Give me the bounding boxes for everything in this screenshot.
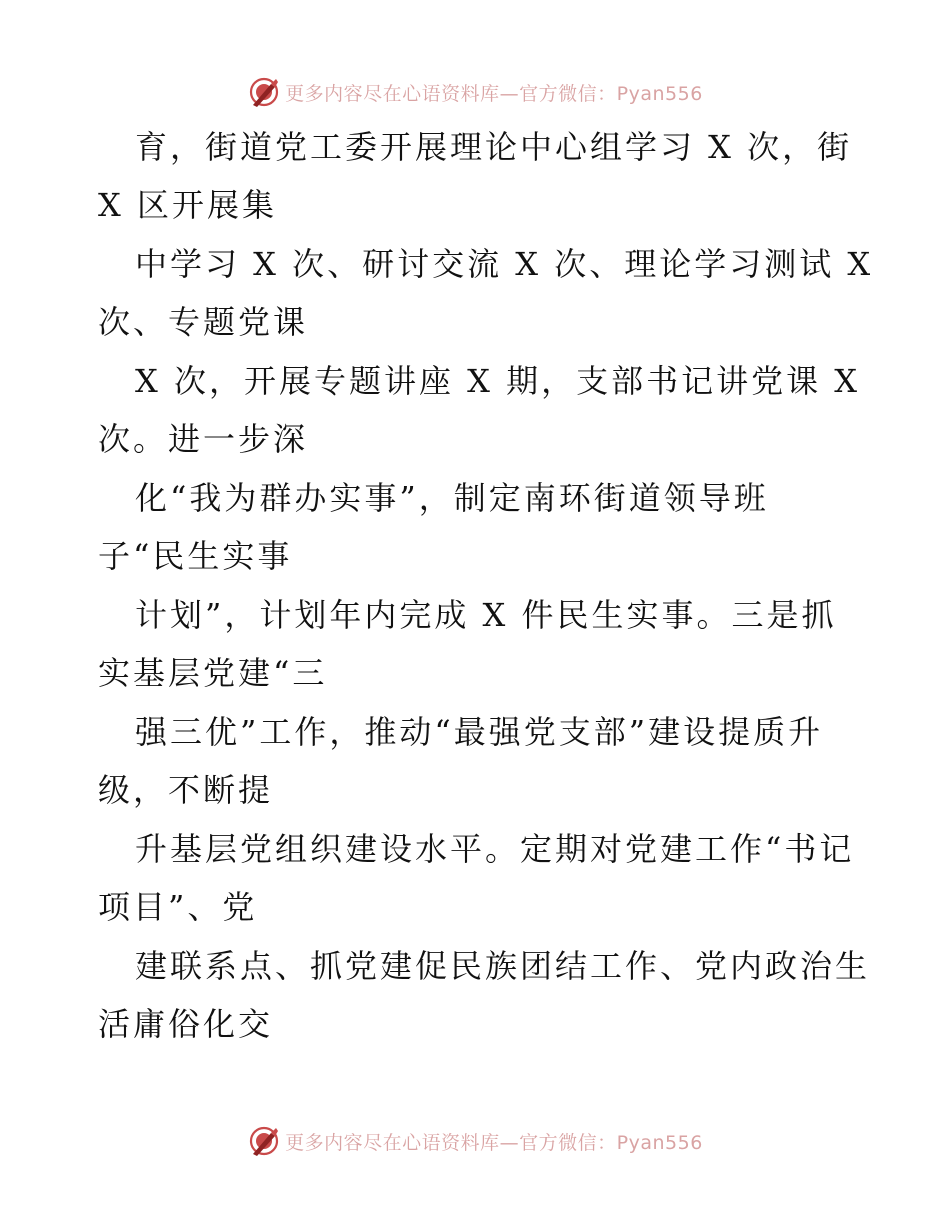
text-line: 育，街道党工委开展理论中心组学习 X 次，街	[135, 128, 853, 166]
pen-logo-icon	[247, 75, 281, 109]
text-line: 建联系点、抓党建促民族团结工作、党内政治生	[135, 947, 871, 985]
text-line: 级，不断提	[98, 771, 274, 809]
text-line: 次。进一步深	[98, 420, 309, 458]
text-line: 子“民生实事	[98, 537, 293, 575]
text-line: 项目”、党	[98, 888, 258, 926]
text-line: 活庸俗化交	[98, 1005, 274, 1043]
watermark-text: 更多内容尽在心语资料库—官方微信：Pyan556	[285, 1131, 703, 1154]
text-line: 计划”，计划年内完成 X 件民生实事。三是抓	[135, 596, 837, 634]
header-watermark	[0, 72, 950, 112]
text-line: 中学习 X 次、研讨交流 X 次、理论学习测试 X	[135, 245, 874, 283]
text-line: 强三优”工作，推动“最强党支部”建设提质升	[135, 713, 824, 751]
pen-logo-icon	[247, 1124, 281, 1158]
text-line: X 区开展集	[98, 186, 277, 224]
text-line: 升基层党组织建设水平。定期对党建工作“书记	[135, 830, 855, 868]
watermark-text: 更多内容尽在心语资料库—官方微信：Pyan556	[285, 82, 703, 105]
text-line: 次、专题党课	[98, 303, 309, 341]
text-line: X 次，开展专题讲座 X 期，支部书记讲党课 X	[135, 362, 861, 400]
text-line: 实基层党建“三	[98, 654, 328, 692]
text-line: 化“我为群办实事”，制定南环街道领导班	[135, 479, 769, 517]
footer-watermark	[0, 1121, 950, 1161]
